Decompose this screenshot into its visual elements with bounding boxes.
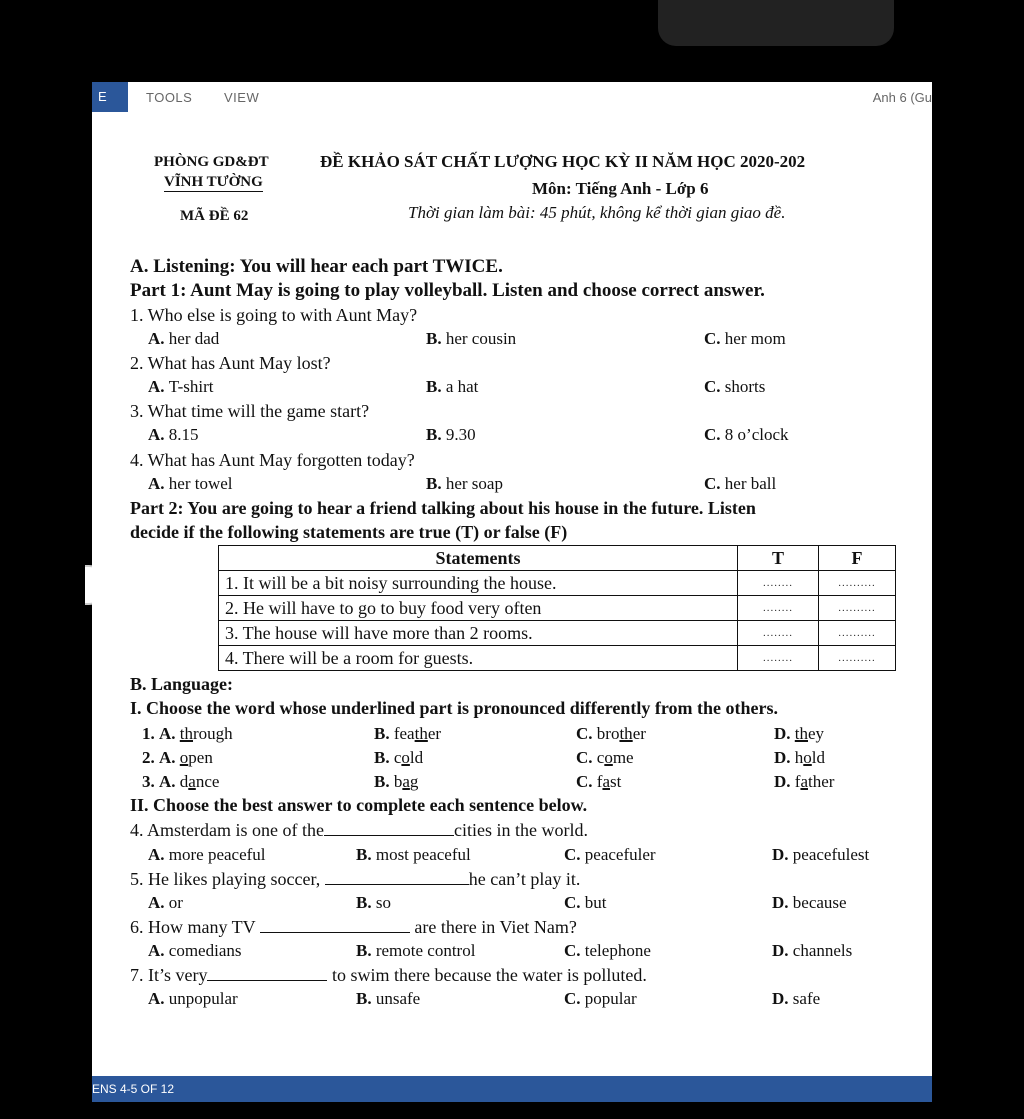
option-a: A. or	[148, 893, 183, 912]
option-a: A. comedians	[148, 941, 242, 960]
statement: 1. It will be a bit noisy surrounding the house.	[219, 571, 738, 596]
document-page[interactable]	[92, 112, 932, 1076]
listening-part2-cont: decide if the following statements are true (T) or false (F)	[130, 522, 568, 542]
option-c: C. her mom	[704, 329, 786, 348]
pron-row: 2. A. open	[142, 748, 213, 767]
option-d: D. safe	[772, 989, 821, 1008]
language-part2: II. Choose the best answer to complete each sentence below.	[130, 795, 588, 815]
mcq-question: 6. How many TV are there in Viet Nam?	[130, 917, 577, 937]
question: 2. What has Aunt May lost?	[130, 353, 331, 373]
pron-option-d: D. hold	[774, 748, 826, 767]
menu-view[interactable]: VIEW	[224, 90, 260, 105]
answer-t[interactable]: ........	[738, 596, 819, 621]
option-c: C. popular	[564, 989, 637, 1008]
listening-part1: Part 1: Aunt May is going to play volleyball. Listen and choose correct answer.	[130, 280, 765, 301]
pron-option-b: B. cold	[374, 748, 424, 767]
pron-option-d: D. father	[774, 772, 835, 791]
option-b: B. most peaceful	[356, 845, 471, 864]
document-title: Anh 6 (Gu	[872, 90, 932, 105]
table-row	[219, 646, 896, 671]
option-b: B. 9.30	[426, 425, 476, 444]
device-notch	[658, 0, 894, 46]
exam-code: MÃ ĐỀ 62	[180, 208, 249, 224]
table-row	[219, 596, 896, 621]
listening-heading: A. Listening: You will hear each part TWICE.	[130, 256, 503, 277]
question: 1. Who else is going to with Aunt May?	[130, 305, 418, 325]
answer-t[interactable]: ........	[738, 646, 819, 671]
statement: 4. There will be a room for guests.	[219, 646, 738, 671]
language-part1: I. Choose the word whose underlined part is pronounced differently from the others.	[130, 698, 779, 718]
option-b: B. so	[356, 893, 391, 912]
answer-f[interactable]: ..........	[819, 571, 896, 596]
pron-option-c: C. come	[576, 748, 634, 767]
table-row	[219, 571, 896, 596]
question: 3. What time will the game start?	[130, 401, 370, 421]
option-c: C. shorts	[704, 377, 766, 396]
menu-tools[interactable]: TOOLS	[146, 90, 193, 105]
pron-option-b: B. feather	[374, 724, 442, 743]
answer-t[interactable]: ........	[738, 571, 819, 596]
option-a: A. 8.15	[148, 425, 199, 444]
pron-option-b: B. bag	[374, 772, 419, 791]
option-c: C. 8 o’clock	[704, 425, 789, 444]
language-heading: B. Language:	[130, 674, 234, 694]
option-b: B. her cousin	[426, 329, 517, 348]
option-d: D. peacefulest	[772, 845, 870, 864]
option-d: D. channels	[772, 941, 853, 960]
dept-line1: PHÒNG GD&ĐT	[154, 154, 269, 170]
statements-table	[218, 545, 896, 671]
col-false: F	[819, 546, 896, 571]
statement: 3. The house will have more than 2 rooms.	[219, 621, 738, 646]
pron-row: 3. A. dance	[142, 772, 220, 791]
answer-f[interactable]: ..........	[819, 596, 896, 621]
exam-time: Thời gian làm bài: 45 phút, không kể thời gian giao đề.	[408, 203, 786, 222]
option-a: A. unpopular	[148, 989, 238, 1008]
listening-part2: Part 2: You are going to hear a friend talking about his house in the future. Listen	[130, 498, 756, 518]
exam-subject: Môn: Tiếng Anh - Lớp 6	[532, 179, 709, 198]
option-d: D. because	[772, 893, 847, 912]
option-b: B. her soap	[426, 474, 503, 493]
option-b: B. unsafe	[356, 989, 421, 1008]
col-true: T	[738, 546, 819, 571]
option-b: B. remote control	[356, 941, 476, 960]
col-statements: Statements	[219, 546, 738, 571]
option-c: C. peacefuler	[564, 845, 656, 864]
option-a: A. her dad	[148, 329, 220, 348]
question: 4. What has Aunt May forgotten today?	[130, 450, 415, 470]
answer-f[interactable]: ..........	[819, 621, 896, 646]
option-b: B. a hat	[426, 377, 479, 396]
status-bar	[92, 1076, 932, 1102]
pron-row: 1. A. through	[142, 724, 233, 743]
statement: 2. He will have to go to buy food very often	[219, 596, 738, 621]
answer-f[interactable]: ..........	[819, 646, 896, 671]
pron-option-d: D. they	[774, 724, 825, 743]
option-a: A. more peaceful	[148, 845, 266, 864]
table-row	[219, 621, 896, 646]
mcq-question: 5. He likes playing soccer, he can’t play it.	[130, 869, 581, 889]
mcq-question: 4. Amsterdam is one of the cities in the world.	[130, 820, 588, 840]
file-tab[interactable]: E	[92, 82, 128, 112]
dept-line2: VĨNH TƯỜNG	[164, 174, 263, 190]
page-indicator: ENS 4-5 OF 12	[92, 1082, 175, 1096]
exam-title: ĐỀ KHẢO SÁT CHẤT LƯỢNG HỌC KỲ II NĂM HỌC 2020-202	[320, 152, 806, 171]
answer-t[interactable]: ........	[738, 621, 819, 646]
pron-option-c: C. brother	[576, 724, 646, 743]
option-c: C. her ball	[704, 474, 777, 493]
option-c: C. but	[564, 893, 607, 912]
pron-option-c: C. fast	[576, 772, 622, 791]
mcq-question: 7. It’s very to swim there because the water is polluted.	[130, 965, 647, 985]
option-a: A. her towel	[148, 474, 233, 493]
option-c: C. telephone	[564, 941, 651, 960]
option-a: A. T-shirt	[148, 377, 214, 396]
menu-bar	[92, 82, 932, 112]
